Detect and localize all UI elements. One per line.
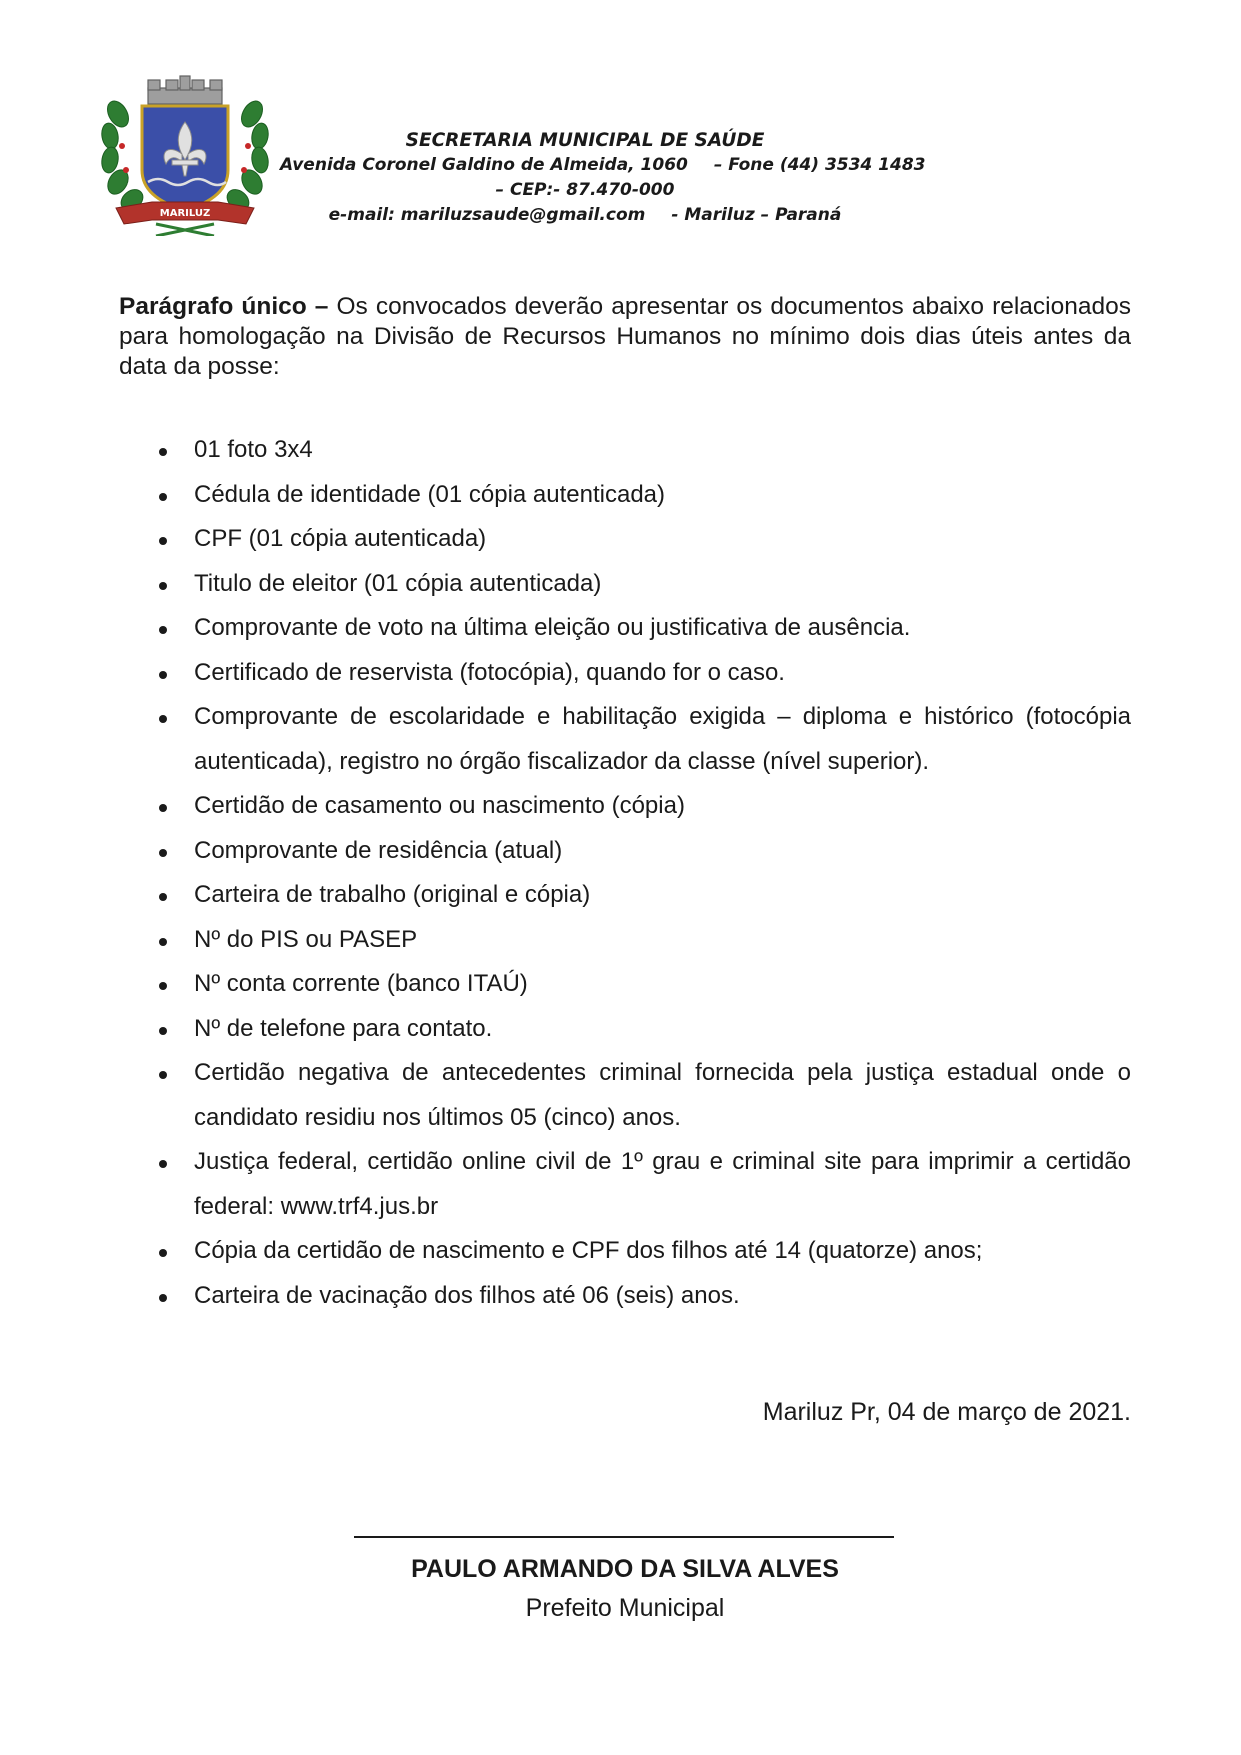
bullet-icon xyxy=(159,1160,167,1168)
bullet-icon xyxy=(159,537,167,545)
list-item: Nº do PIS ou PASEP xyxy=(119,918,1131,963)
bullet-icon xyxy=(159,671,167,679)
street-address: Avenida Coronel Galdino de Almeida, 1060 xyxy=(280,155,688,175)
signature-line xyxy=(354,1536,894,1538)
intro-paragraph xyxy=(119,292,1131,382)
signer-name: PAULO ARMANDO DA SILVA ALVES xyxy=(411,1555,839,1583)
list-item: Cópia da certidão de nascimento e CPF dos filhos até 14 (quatorze) anos; xyxy=(119,1229,1131,1274)
list-item: Nº conta corrente (banco ITAÚ) xyxy=(119,962,1131,1007)
bullet-icon xyxy=(159,1294,167,1302)
required-documents-list xyxy=(119,428,1131,1318)
list-item: CPF (01 cópia autenticada) xyxy=(119,517,1131,562)
list-item: Titulo de eleitor (01 cópia autenticada) xyxy=(119,562,1131,607)
contact-line xyxy=(280,203,890,228)
list-item: Nº de telefone para contato. xyxy=(119,1007,1131,1052)
list-item: Carteira de trabalho (original e cópia) xyxy=(119,873,1131,918)
signer-role: Prefeito Municipal xyxy=(525,1594,725,1622)
list-item: Comprovante de voto na última eleição ou justificativa de ausência. xyxy=(119,606,1131,651)
postal-code: – CEP:- 87.470-000 xyxy=(495,180,675,200)
bullet-icon xyxy=(159,804,167,812)
list-item: Comprovante de escolaridade e habilitação exigida – diploma e histórico (fotocópia autenticada), registro no órgão fiscalizador da classe (nível superior). xyxy=(119,695,1131,784)
list-item: Certidão de casamento ou nascimento (cópia) xyxy=(119,784,1131,829)
bullet-icon xyxy=(159,448,167,456)
list-item: Certidão negativa de antecedentes criminal fornecida pela justiça estadual onde o candidato residiu nos últimos 05 (cinco) anos. xyxy=(119,1051,1131,1140)
list-item: Justiça federal, certidão online civil de 1º grau e criminal site para imprimir a certidão federal: www.trf4.jus.br xyxy=(119,1140,1131,1229)
bullet-icon xyxy=(159,1071,167,1079)
document-date: Mariluz Pr, 04 de março de 2021. xyxy=(762,1398,1131,1426)
letterhead xyxy=(280,128,926,228)
intro-lead: Parágrafo único – xyxy=(119,293,329,320)
phone-number: – Fone (44) 3534 1483 xyxy=(713,155,926,175)
address-line xyxy=(280,153,926,178)
intro-text: Os convocados deverão apresentar os documentos abaixo relacionados para homologação na Divisão de Recursos Humanos no mínimo dois dias úteis antes da data da posse: xyxy=(119,293,1131,380)
email-address: e-mail: mariluzsaude@gmail.com xyxy=(328,205,646,225)
city-state: - Mariluz – Paraná xyxy=(671,205,842,225)
bullet-icon xyxy=(159,982,167,990)
list-item: Comprovante de residência (atual) xyxy=(119,829,1131,874)
bullet-icon xyxy=(159,493,167,501)
bullet-icon xyxy=(159,582,167,590)
list-item: Cédula de identidade (01 cópia autenticada) xyxy=(119,473,1131,518)
bullet-icon xyxy=(159,1027,167,1035)
bullet-icon xyxy=(159,849,167,857)
bullet-icon xyxy=(159,1249,167,1257)
department-title: SECRETARIA MUNICIPAL DE SAÚDE xyxy=(405,130,765,151)
municipal-crest-logo xyxy=(96,74,274,236)
list-item: Carteira de vacinação dos filhos até 06 (seis) anos. xyxy=(119,1274,1131,1319)
bullet-icon xyxy=(159,938,167,946)
crest-banner-text: MARILUZ xyxy=(159,208,211,219)
list-item: Certificado de reservista (fotocópia), quando for o caso. xyxy=(119,651,1131,696)
bullet-icon xyxy=(159,893,167,901)
bullet-icon xyxy=(159,715,167,723)
list-item: 01 foto 3x4 xyxy=(119,428,1131,473)
bullet-icon xyxy=(159,626,167,634)
